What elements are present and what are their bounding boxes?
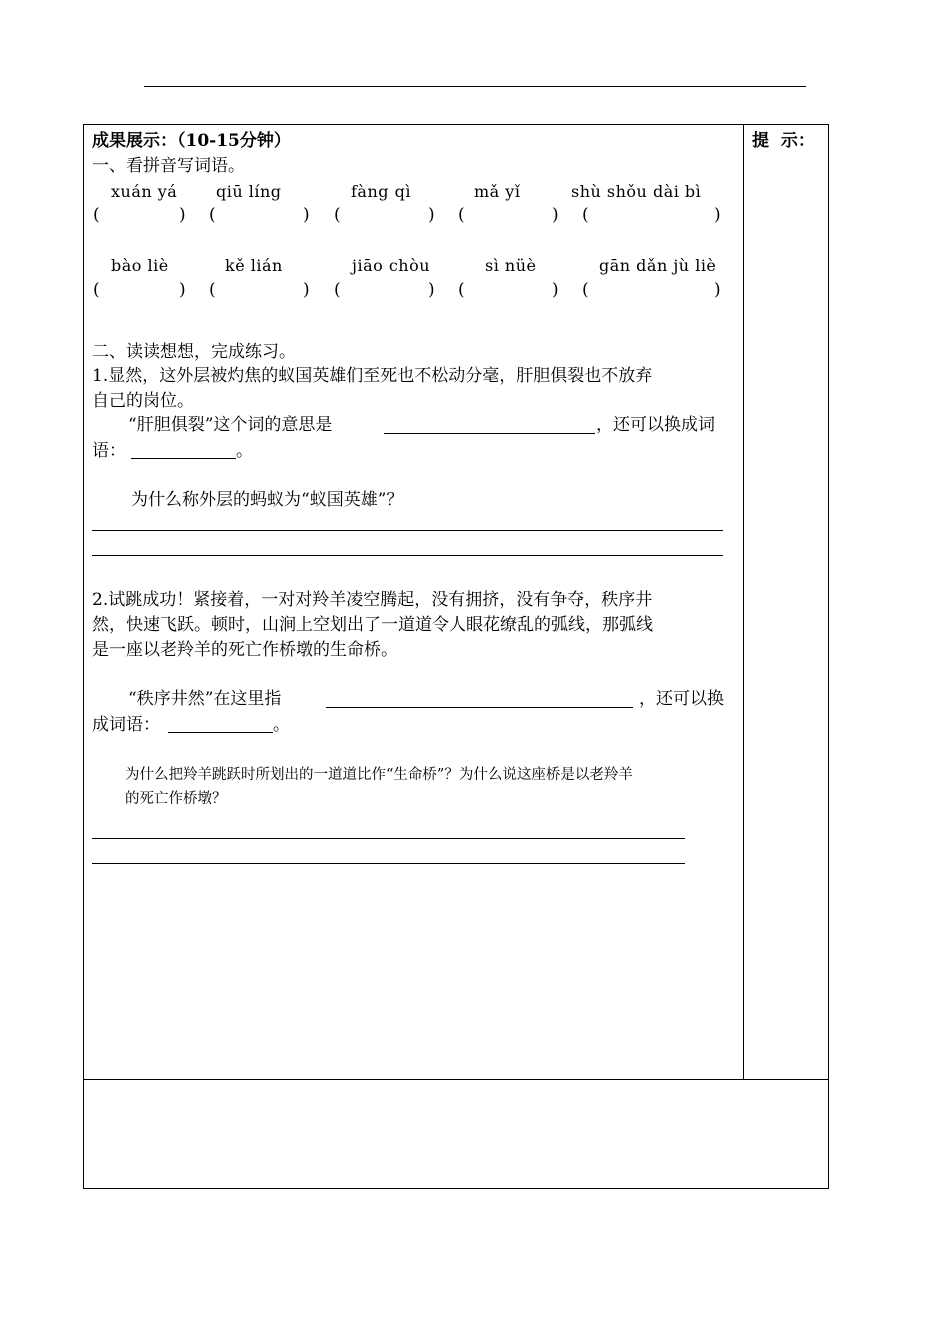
pinyin-2-1: bào liè bbox=[111, 256, 169, 275]
q2-text-line3: 是一座以老羚羊的死亡作桥墩的生命桥。 bbox=[92, 640, 398, 660]
q1-meaning-suffix: ，还可以换成词 bbox=[596, 415, 715, 435]
paren-open: ( bbox=[582, 205, 589, 225]
pinyin-1-5: shù shǒu dài bì bbox=[571, 182, 702, 201]
paren-open: ( bbox=[334, 205, 341, 225]
paren-close: ) bbox=[428, 280, 435, 300]
paren-close: ) bbox=[552, 280, 559, 300]
q1-answer-line-1[interactable] bbox=[92, 530, 723, 531]
q1-why-question: 为什么称外层的蚂蚁为“蚁国英雄”？ bbox=[131, 490, 404, 510]
q2-word-blank[interactable] bbox=[168, 732, 273, 733]
paren-close: ) bbox=[428, 205, 435, 225]
q2-why-line2: 的死亡作桥墩？ bbox=[125, 791, 227, 807]
pinyin-1-2: qiū líng bbox=[216, 182, 282, 201]
paren-close: ) bbox=[179, 205, 186, 225]
q2-meaning-blank[interactable] bbox=[326, 707, 633, 708]
q2-answer-line-2[interactable] bbox=[92, 863, 685, 864]
paren-open: ( bbox=[582, 280, 589, 300]
pinyin-1-3: fàng qì bbox=[351, 182, 411, 201]
paren-open: ( bbox=[458, 280, 465, 300]
header-rule bbox=[144, 86, 806, 87]
q2-meaning-prefix: “秩序井然”在这里指 bbox=[128, 689, 282, 709]
q1-meaning-blank[interactable] bbox=[384, 433, 595, 434]
hint-label: 提 示： bbox=[752, 131, 815, 151]
paren-open: ( bbox=[209, 205, 216, 225]
paren-close: ) bbox=[303, 280, 310, 300]
paren-open: ( bbox=[93, 205, 100, 225]
pinyin-1-1: xuán yá bbox=[111, 182, 178, 201]
column-divider bbox=[743, 124, 744, 1080]
section-heading: 成果展示：（10-15分钟） bbox=[92, 131, 291, 151]
row-divider bbox=[83, 1079, 829, 1080]
paren-close: ) bbox=[714, 205, 721, 225]
q2-word-prefix: 成词语： bbox=[92, 715, 160, 735]
pinyin-2-5: gān dǎn jù liè bbox=[599, 256, 717, 275]
q2-text-line2: 然，快速飞跃。顿时，山涧上空划出了一道道令人眼花缭乱的弧线，那弧线 bbox=[92, 615, 653, 635]
pinyin-1-4: mǎ yǐ bbox=[474, 182, 521, 201]
q2-word-suffix: 。 bbox=[273, 715, 290, 735]
q1-word-blank[interactable] bbox=[131, 458, 236, 459]
pinyin-2-3: jiāo chòu bbox=[352, 256, 431, 275]
paren-close: ) bbox=[303, 205, 310, 225]
q1-word-prefix: 语： bbox=[92, 441, 126, 461]
q1-word-suffix: 。 bbox=[236, 441, 253, 461]
q1-answer-line-2[interactable] bbox=[92, 555, 723, 556]
paren-close: ) bbox=[552, 205, 559, 225]
section1-title: 一、看拼音写词语。 bbox=[92, 156, 245, 176]
q2-answer-line-1[interactable] bbox=[92, 838, 685, 839]
q2-text-line1: 2.试跳成功！紧接着，一对对羚羊凌空腾起，没有拥挤，没有争夺，秩序井 bbox=[92, 590, 653, 610]
q1-meaning-prefix: “肝胆俱裂”这个词的意思是 bbox=[128, 415, 333, 435]
paren-open: ( bbox=[93, 280, 100, 300]
q2-meaning-suffix: ，还可以换 bbox=[639, 689, 724, 709]
paren-open: ( bbox=[334, 280, 341, 300]
paren-open: ( bbox=[458, 205, 465, 225]
pinyin-2-2: kě lián bbox=[225, 256, 283, 275]
paren-close: ) bbox=[179, 280, 186, 300]
q1-text-line2: 自己的岗位。 bbox=[92, 391, 194, 411]
paren-close: ) bbox=[714, 280, 721, 300]
q1-text-line1: 1.显然，这外层被灼焦的蚁国英雄们至死也不松动分毫，肝胆俱裂也不放弃 bbox=[92, 366, 653, 386]
pinyin-2-4: sì nüè bbox=[485, 256, 537, 275]
section2-title: 二、读读想想，完成练习。 bbox=[92, 342, 296, 362]
q2-why-line1: 为什么把羚羊跳跃时所划出的一道道比作“生命桥”？为什么说这座桥是以老羚羊 bbox=[125, 767, 633, 783]
paren-open: ( bbox=[209, 280, 216, 300]
